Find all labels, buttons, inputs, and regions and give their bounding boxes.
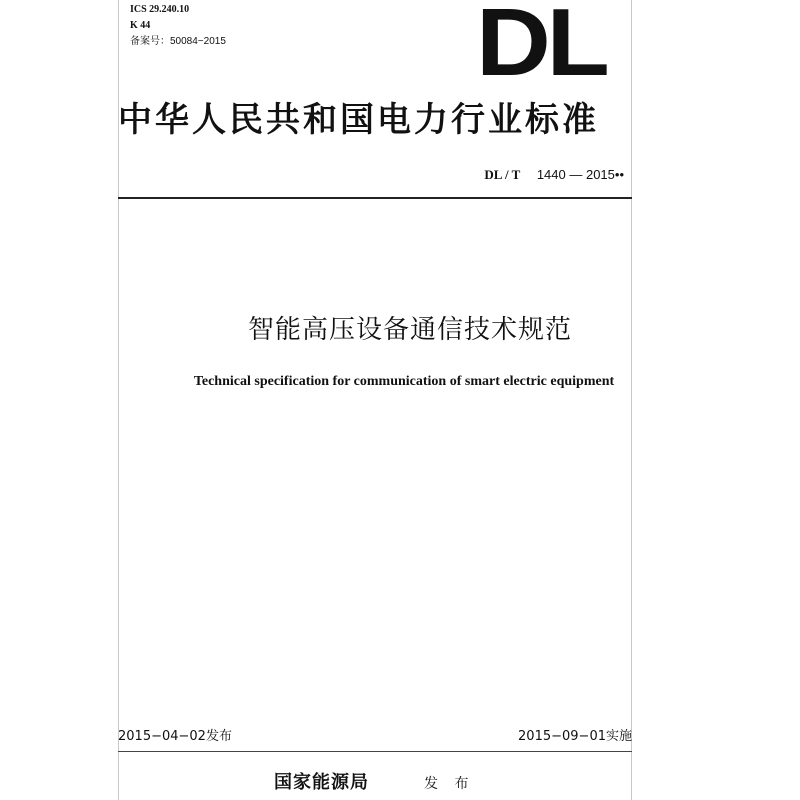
header-divider (118, 197, 632, 199)
document-title-chinese: 智能高压设备通信技术规范 (247, 315, 572, 345)
standard-number-prefix: DL / T (484, 167, 521, 182)
publish-label: 发 布 (424, 776, 475, 792)
ics-code: ICS 29.240.10 (130, 4, 190, 15)
publisher-name: 国家能源局 (274, 772, 369, 793)
dl-logo: DL (476, 4, 606, 82)
record-number: 备案号：50084−2015 (130, 36, 226, 47)
standard-category-title: 中华人民共和国电力行业标准 (118, 100, 599, 140)
classification-code: K 44 (130, 20, 151, 31)
footer-divider (118, 751, 632, 752)
standard-number-value: 1440 — 2015•• (536, 167, 624, 182)
document-title-english: Technical specification for communication of smart electric equipment (193, 374, 615, 389)
standard-number (484, 166, 624, 184)
issue-date: 2015−04−02发布 (118, 729, 232, 744)
effective-date: 2015−09−01实施 (518, 729, 632, 744)
